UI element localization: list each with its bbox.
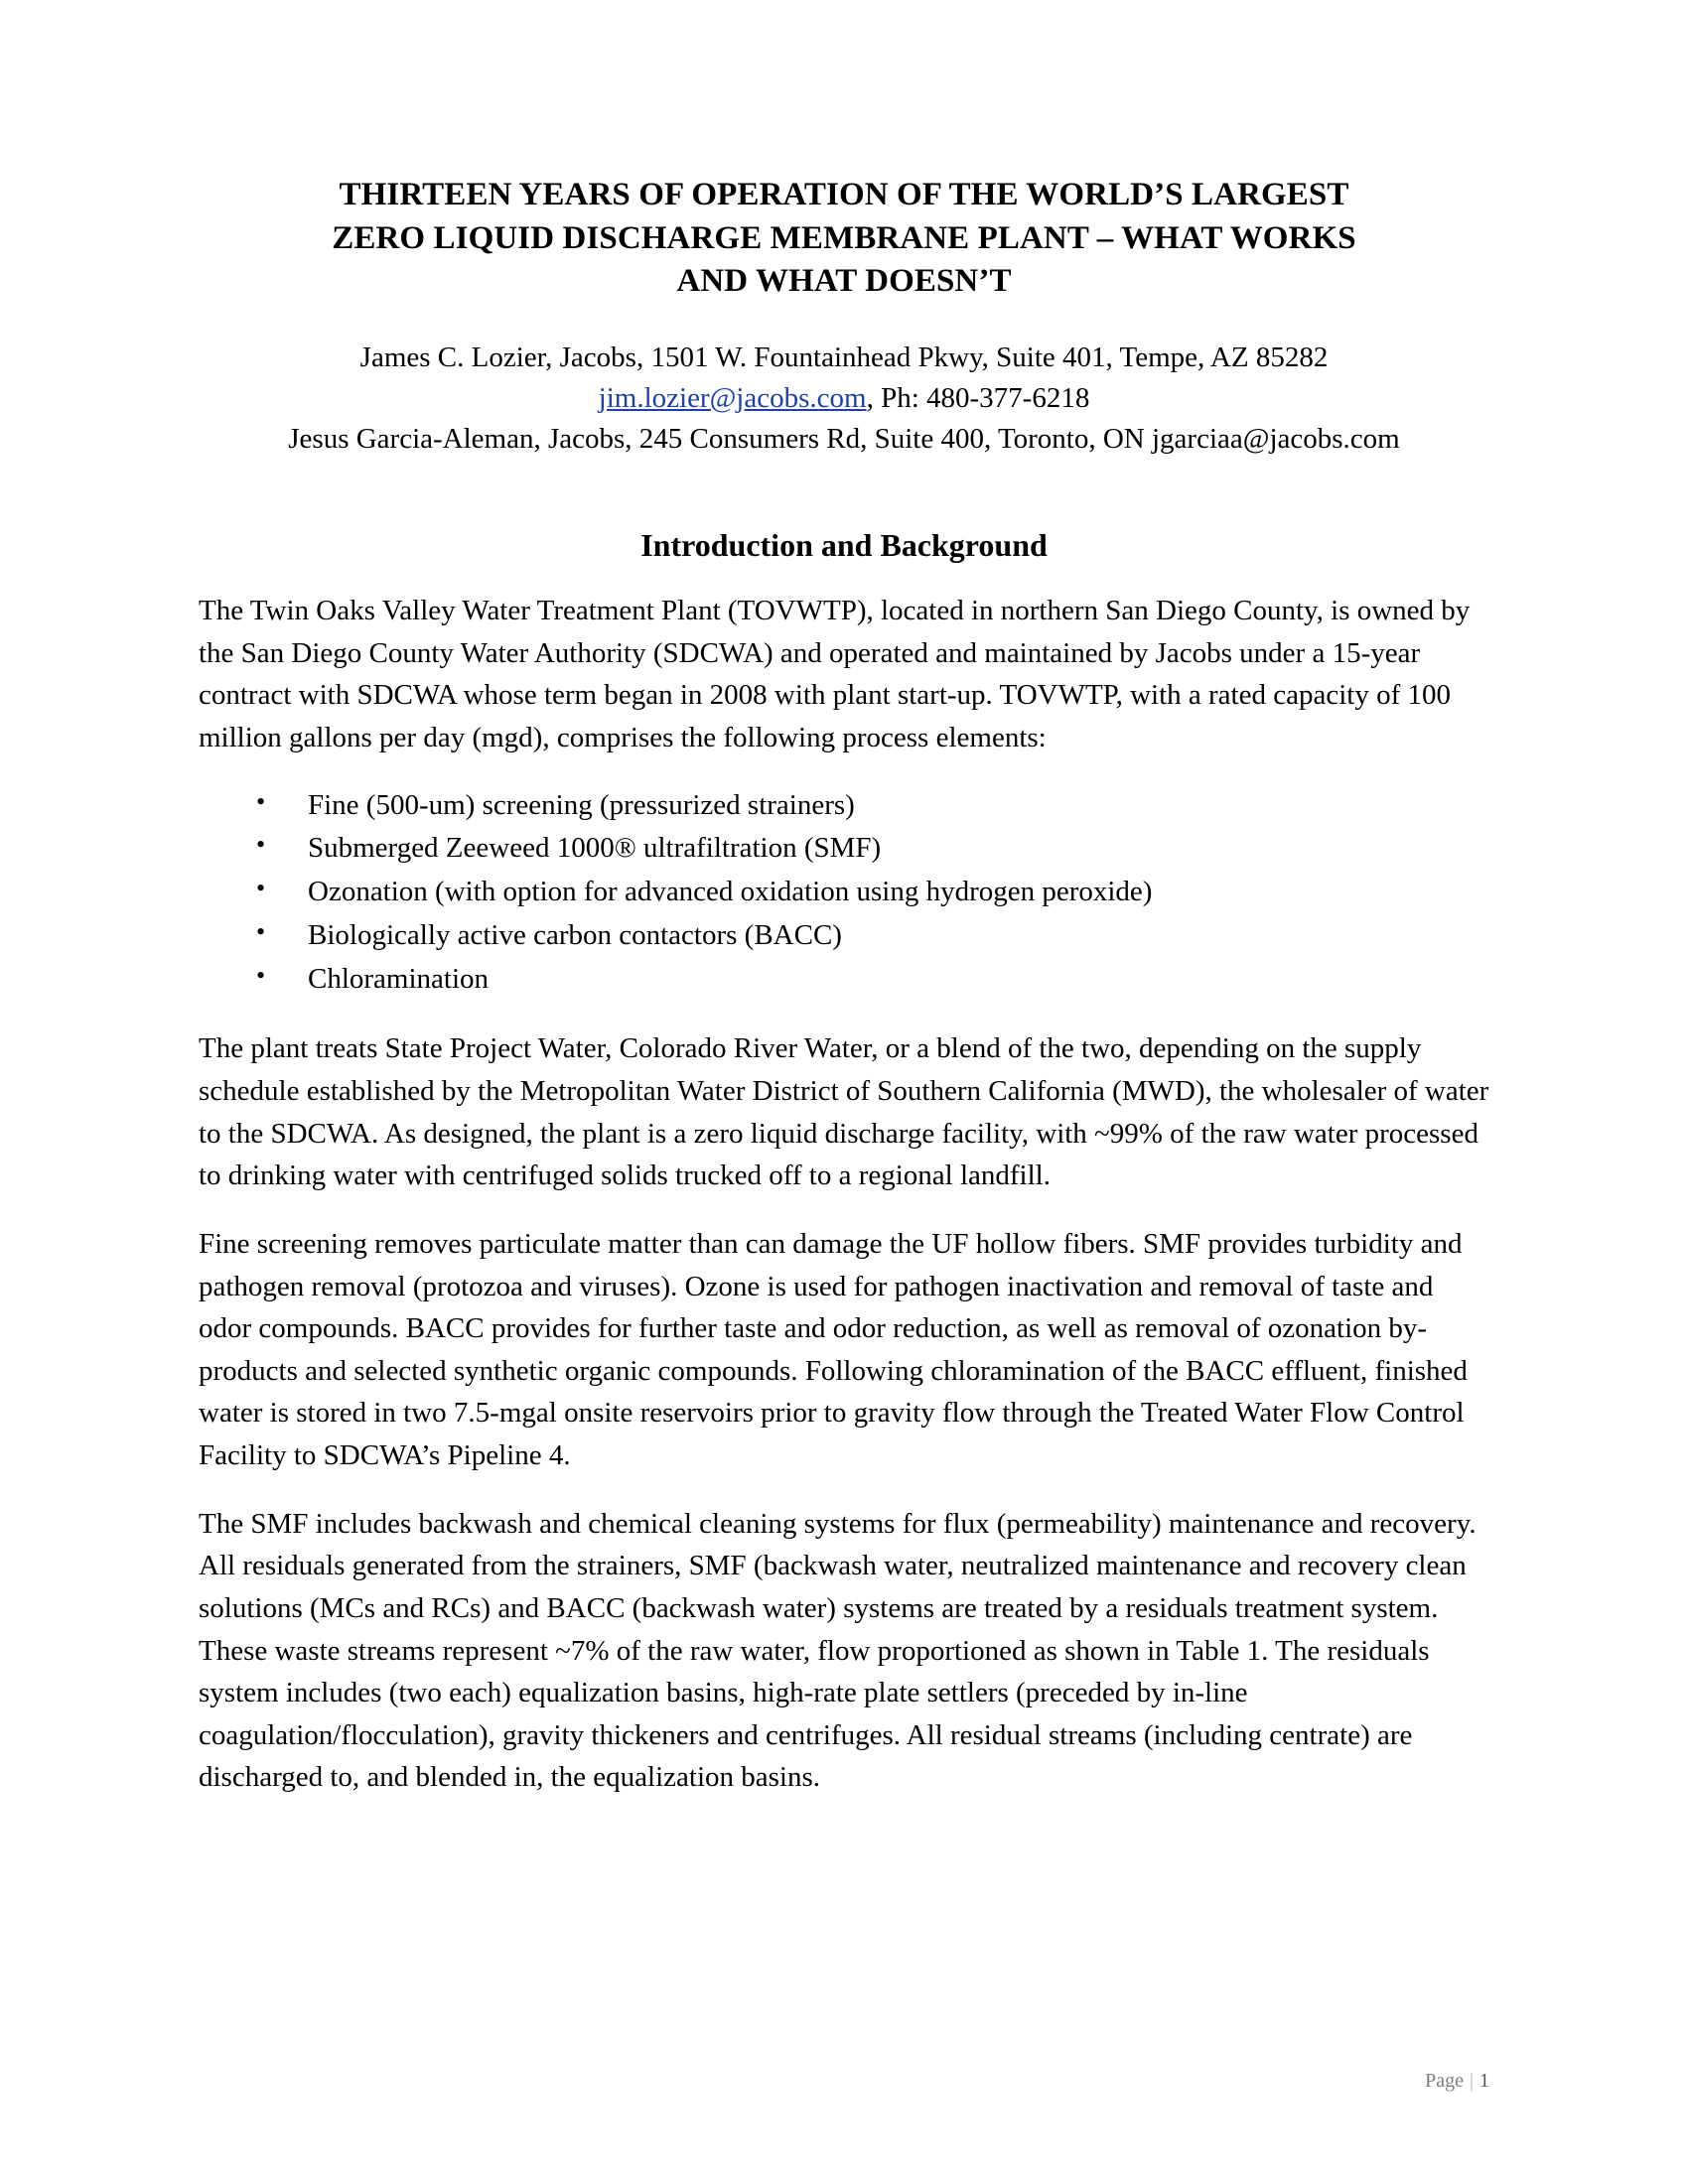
author-phone: , Ph: 480-377-6218 xyxy=(866,381,1090,414)
author-line-2 xyxy=(199,378,1489,419)
author-email-link[interactable]: jim.lozier@jacobs.com xyxy=(598,381,867,414)
author-line-1: James C. Lozier, Jacobs, 1501 W. Fountainhead Pkwy, Suite 401, Tempe, AZ 85282 xyxy=(359,341,1329,373)
page-footer xyxy=(1425,2070,1489,2093)
title-line-2: ZERO LIQUID DISCHARGE MEMBRANE PLANT – WHAT WORKS xyxy=(332,219,1356,256)
list-item: • Submerged Zeeweed 1000® ultrafiltration (SMF) xyxy=(199,828,1489,870)
paragraph-1: The Twin Oaks Valley Water Treatment Plant (TOVWTP), located in northern San Diego County, is owned by the San Diego County Water Authority (SDCWA) and operated and maintained by Jacobs under a 15-year contract with SDCWA whose term began in 2008 with plant start-up. TOVWTP, with a rated capacity of 100 million gallons per day (mgd), comprises the following process elements: xyxy=(199,595,1471,754)
paragraph-2: The plant treats State Project Water, Colorado River Water, or a blend of the two, depending on the supply schedule established by the Metropolitan Water District of Southern California (MWD), the wholesaler of water to the SDCWA. As designed, the plant is a zero liquid discharge facility, with ~99% of the raw water processed to drinking water with centrifuged solids trucked off to a regional landfill. xyxy=(199,1032,1489,1192)
section-heading-introduction: Introduction and Background xyxy=(640,527,1048,564)
page-title xyxy=(216,174,1472,304)
list-item: • Chloramination xyxy=(199,959,1489,1001)
footer-separator: | xyxy=(1469,2070,1474,2092)
footer-label: Page xyxy=(1425,2070,1464,2092)
author-line-3: Jesus Garcia-Aleman, Jacobs, 245 Consumers Rd, Suite 400, Toronto, ON jgarciaa@jacobs.com xyxy=(288,422,1400,455)
title-line-1: THIRTEEN YEARS OF OPERATION OF THE WORLD’S LARGEST xyxy=(339,177,1349,212)
title-line-3: AND WHAT DOESN’T xyxy=(676,263,1012,300)
list-item: • Biologically active carbon contactors (BACC) xyxy=(199,915,1489,957)
author-block xyxy=(199,338,1489,461)
paragraph-4: The SMF includes backwash and chemical cleaning systems for flux (permeability) maintenance and recovery. All residuals generated from the strainers, SMF (backwash water, neutralized maintenance and recovery clean solutions (MCs and RCs) and BACC (backwash water) systems are treated by a residuals treatment system. These waste streams represent ~7% of the raw water, flow proportioned as shown in Table 1. The residuals system includes (two each) equalization basins, high-rate plate settlers (preceded by in-line coagulation/flocculation), gravity thickeners and centrifuges. All residual streams (including centrate) are discharged to, and blended in, the equalization basins. xyxy=(199,1507,1477,1794)
list-item: • Ozonation (with option for advanced oxidation using hydrogen peroxide) xyxy=(199,872,1489,913)
list-item: • Fine (500-um) screening (pressurized strainers) xyxy=(199,785,1489,827)
paragraph-3: Fine screening removes particulate matter than can damage the UF hollow fibers. SMF provides turbidity and pathogen removal (protozoa and viruses). Ozone is used for pathogen inactivation and removal of taste and odor compounds. BACC provides for further taste and odor reduction, as well as removal of ozonation by-products and selected synthetic organic compounds. Following chloramination of the BACC effluent, finished water is stored in two 7.5-mgal onsite reservoirs prior to gravity flow through the Treated Water Flow Control Facility to SDCWA’s Pipeline 4. xyxy=(199,1227,1468,1472)
footer-page-number: 1 xyxy=(1479,2070,1489,2092)
process-elements-list xyxy=(199,785,1489,1001)
